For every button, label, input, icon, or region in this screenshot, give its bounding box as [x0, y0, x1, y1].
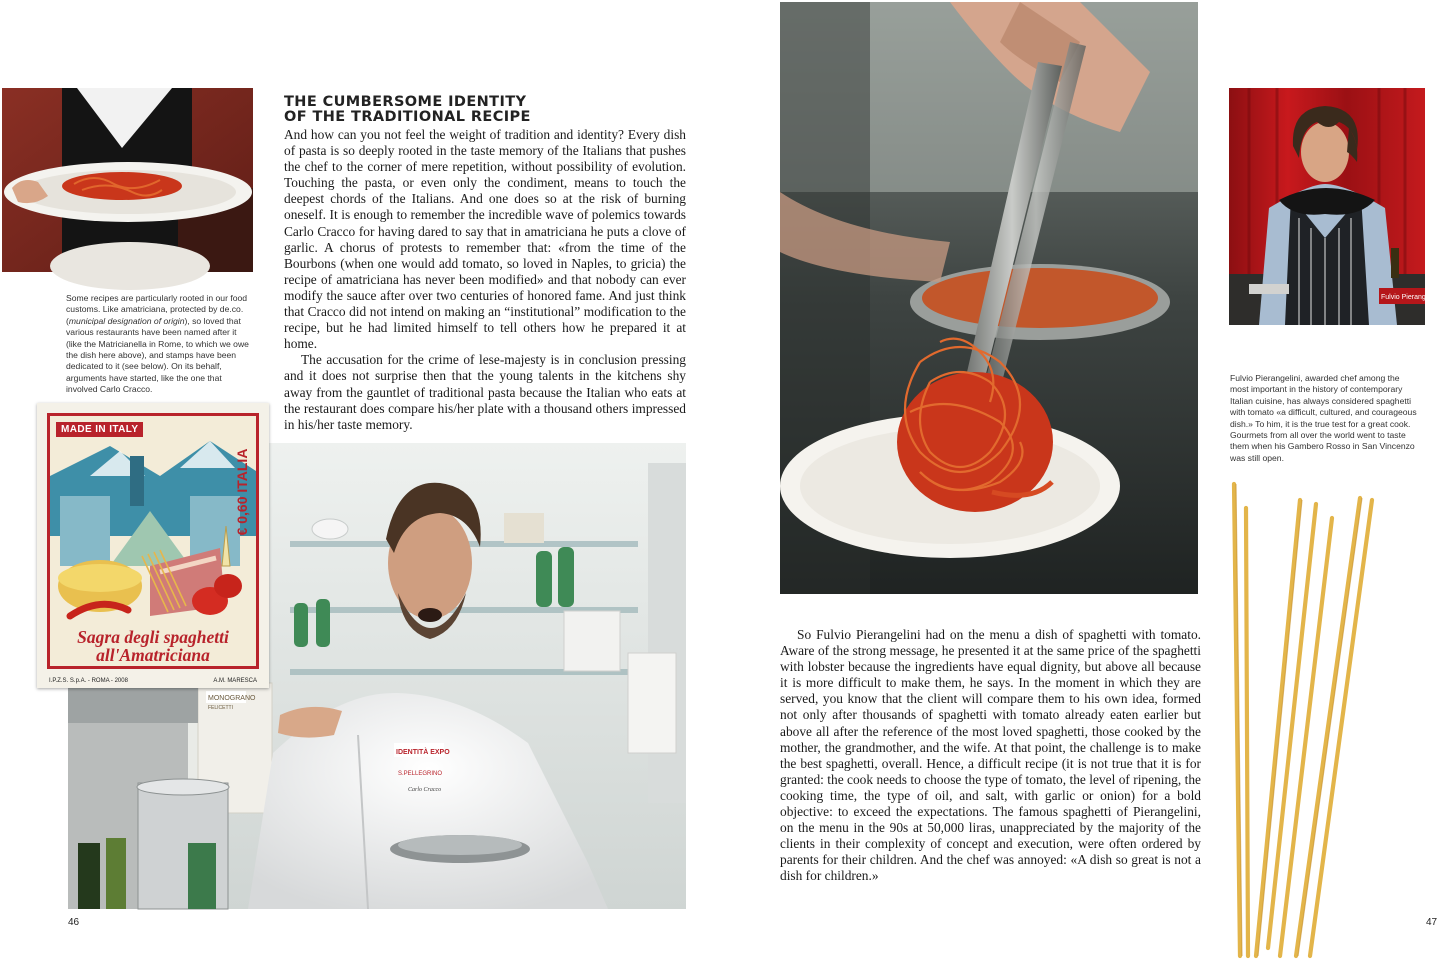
- stamp-printer: I.P.Z.S. S.p.A. - ROMA - 2008: [49, 678, 128, 684]
- paragraph: And how can you not feel the weight of tradition and identity? Every dish of pasta is so deeply rooted in the taste memory of the Italians that pushes the chef to the corner of mere repetition, without possibility of evolution. Touching the pasta, or even only the condiment, means to touch the deepest chords of the Italians. And one does so at the risk of burning oneself. It is enough to remember the incredible wave of polemics towards Carlo Cracco for having dared to say that in amatriciana he puts a clove of garlic. A chorus of protests to remember that: «from the time of the Bourbons (when one would add tomato, so loved in Naples, to gricia) the recipe of amatriciana has never been modified» and that nobody can ever modify the sauce after over two centuries of honored fame. And just think that Cracco did not intend on making an “institutional” modification to the recipe, but he had limited himself to tell others how he prepared it at home.: [284, 127, 686, 352]
- page-number-right: 47: [1426, 917, 1438, 928]
- amatriciana-stamp: [37, 403, 269, 688]
- stamp-value-text: € 0,60 ITALIA: [234, 448, 250, 536]
- amatriciana-plate-photo: [2, 88, 253, 272]
- right-body-text: [780, 627, 1201, 885]
- heading-line-2: OF THE TRADITIONAL RECIPE: [284, 109, 531, 125]
- box-sub-label: FELICETTI: [208, 705, 234, 711]
- stamp-title-line-1: Sagra degli spaghetti: [77, 627, 229, 647]
- article-heading: [284, 95, 684, 125]
- box-brand-label: MONOGRANO: [208, 695, 256, 702]
- stamp-title: [54, 628, 252, 664]
- stamp-imprint: [49, 678, 257, 684]
- jacket-name-label: Carlo Cracco: [408, 787, 442, 793]
- stamp-title-line-2: all'Amatriciana: [96, 645, 210, 665]
- stamp-face: [47, 413, 259, 669]
- banner-label: Fulvio Pierangelini: [1381, 294, 1439, 301]
- jacket-sponsor-label: S.PELLEGRINO: [398, 771, 443, 777]
- pierangelini-caption: Fulvio Pierangelini, awarded chef among the most important in the history of contemporary Italian cuisine, has always considered spaghetti with tomato «a difficult, cultured, and courageous dish.» To him, it is the true test for a great cook. Gourmets from all over the world went to taste them when his Gambero Rosso in San Vincenzo was still open.: [1230, 373, 1417, 463]
- spaghetti-plating-photo: [780, 2, 1198, 594]
- paragraph: The accusation for the crime of lese-majesty is in conclusion pressing and it does not surprise then that the young talents in the kitchens shy away from the gauntlet of traditional pasta because the Italian who eats at the restaurant does compare his/her plate with a thousand others impressed in his/her taste memory.: [284, 352, 686, 432]
- plate-caption: [66, 293, 252, 396]
- stamp-artist: A.M. MARESCA: [213, 678, 257, 684]
- left-body-text: [284, 127, 686, 433]
- paragraph: So Fulvio Pierangelini had on the menu a dish of spaghetti with tomato. Aware of the strong message, he presented it at the same price of the spaghetti with lobster because the ingredients have equal dignity, but above all because it is more difficult to make them, he says. In the moment in which they are served, you know that the client will compare them to his own idea, formed not only after thousands of spaghetti with tomato already eaten earlier but above all after the reference of the most loved spaghetti, those cooked by the mother, the grandmother, and the wife. At that point, the challenge is to make the best spaghetti, overall. Hence, a difficult recipe (it is not true that it is for granted: the cook needs to choose the type of tomato, the level of ripening, the cooking time, the type of oil, and salt, with garlic or onion) for a bold objective: to exceed the expectations. The famous spaghetti of Pierangelini, on the menu in the 90s at 50,000 liras, unappreciated by the majority of the clients in their complexity of concept and execution, were often ordered by parents for their children. And the chef was annoyed: «A dish so great is not a dish for children.»: [780, 627, 1201, 884]
- stamp-value: [232, 432, 252, 552]
- caption-text: ), so loved that various restaurants have been named after it (like the Matricianella in Rome, to which we owe the dish here above), and stamps have been dedicated to it (see below). On its behalf, arguments have started, like the one that involved Carlo Cracco.: [66, 315, 249, 395]
- stamp-made-in-label: MADE IN ITALY: [56, 422, 143, 437]
- heading-line-1: THE CUMBERSOME IDENTITY: [284, 94, 527, 110]
- jacket-brand-label: IDENTITÀ EXPO: [396, 749, 450, 756]
- spaghetti-strands-illustration: [1212, 478, 1432, 958]
- caption-text: Some recipes are particularly rooted in our food customs. Like amatriciana, protected by de.co. (: [66, 293, 248, 326]
- page-number-left: 46: [68, 917, 80, 928]
- pierangelini-photo: [1229, 88, 1439, 325]
- caption-italic: municipal designation of origin: [68, 315, 185, 326]
